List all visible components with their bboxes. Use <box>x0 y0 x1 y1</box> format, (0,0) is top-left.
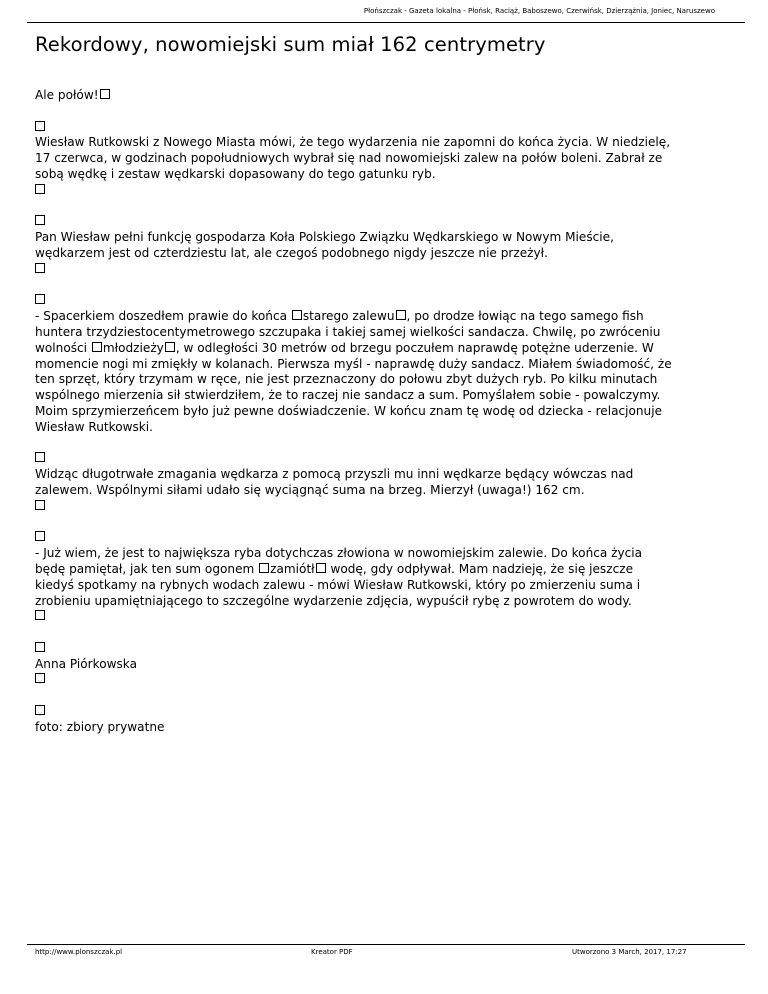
article-paragraph <box>35 88 740 104</box>
site-header: Płońszczak - Gazeta lokalna - Płońsk, Raciąż, Baboszewo, Czerwińsk, Dzierzążnia, Joniec, Naruszewo <box>363 7 715 15</box>
text-segment: młodzieży <box>102 340 164 355</box>
paragraph-line <box>35 404 740 420</box>
paragraph-line <box>35 546 740 562</box>
missing-glyph-icon <box>35 452 45 462</box>
text-segment: zrobieniu upamiętniającego to szczególne wydarzenie zdjęcia, wypuścił rybę z powrotem do wody. <box>35 593 632 608</box>
article-paragraph <box>35 120 740 199</box>
paragraph-line <box>35 420 740 436</box>
paragraph-line <box>35 609 740 625</box>
paragraph-line <box>35 672 740 688</box>
footer-generator: Kreator PDF <box>311 948 353 956</box>
missing-glyph-icon <box>35 610 45 620</box>
paragraph-line <box>35 499 740 515</box>
text-segment: - Spacerkiem doszedłem prawie do końca <box>35 309 291 324</box>
paragraph-line <box>35 704 740 720</box>
missing-glyph-icon <box>35 705 45 715</box>
paragraph-line <box>35 151 740 167</box>
paragraph-line <box>35 167 740 183</box>
text-segment: starego zalewu <box>302 309 395 324</box>
missing-glyph-icon <box>165 342 175 352</box>
paragraph-line <box>35 388 740 404</box>
paragraph-line <box>35 262 740 278</box>
paragraph-line <box>35 309 740 325</box>
text-segment: będę pamiętał, jak ten sum ogonem <box>35 561 259 576</box>
text-segment: kiedyś spotkamy na rybnych wodach zalewu - mówi Wiesław Rutkowski, który po zmierzeniu suma i <box>35 577 641 592</box>
text-segment: huntera trzydziestocentymetrowego szczupaka i takiej samej wielkości sandacza. Chwilę, po zwróceniu <box>35 324 661 339</box>
paragraph-line <box>35 720 740 736</box>
missing-glyph-icon <box>35 215 45 225</box>
missing-glyph-icon <box>35 531 45 541</box>
text-segment: Wiesław Rutkowski. <box>35 419 154 434</box>
article-paragraph <box>35 641 740 688</box>
missing-glyph-icon <box>35 500 45 510</box>
text-segment: Wiesław Rutkowski z Nowego Miasta mówi, że tego wydarzenia nie zapomni do końca życia. W niedzielę, <box>35 135 671 150</box>
paragraph-line <box>35 341 740 357</box>
paragraph-line <box>35 578 740 594</box>
paragraph-line <box>35 483 740 499</box>
article-paragraph <box>35 704 740 736</box>
paragraph-line <box>35 246 740 262</box>
text-segment: Anna Piórkowska <box>35 656 137 671</box>
missing-glyph-icon <box>292 310 302 320</box>
text-segment: zalewem. Wspólnymi siłami udało się wyciągnąć suma na brzeg. Mierzył (uwaga!) 162 cm. <box>35 482 585 497</box>
text-segment: foto: zbiory prywatne <box>35 719 165 734</box>
article-paragraph <box>35 214 740 277</box>
missing-glyph-icon <box>35 121 45 131</box>
text-segment: , w odległości 30 metrów od brzegu poczułem naprawdę potężne uderzenie. W <box>175 340 654 355</box>
paragraph-line <box>35 467 740 483</box>
footer-created-date: Utworzono 3 March, 2017, 17:27 <box>572 948 687 956</box>
header-divider <box>27 22 745 23</box>
missing-glyph-icon <box>100 89 110 99</box>
paragraph-line <box>35 594 740 610</box>
text-segment: 17 czerwca, w godzinach popołudniowych wybrał się nad nowomiejski zalew na połów boleni. Zabrał ze <box>35 151 663 166</box>
text-segment: - Już wiem, że jest to największa ryba dotychczas złowiona w nowomiejskim zalewie. Do końca życia <box>35 546 643 561</box>
missing-glyph-icon <box>35 673 45 683</box>
article-paragraph <box>35 530 740 625</box>
text-segment: Pan Wiesław pełni funkcję gospodarza Koła Polskiego Związku Wędkarskiego w Nowym Mieście, <box>35 230 614 245</box>
paragraph-line <box>35 641 740 657</box>
paragraph-line <box>35 357 740 373</box>
paragraph-line <box>35 214 740 230</box>
paragraph-line <box>35 230 740 246</box>
paragraph-line <box>35 183 740 199</box>
article-title: Rekordowy, nowomiejski sum miał 162 centrymetry <box>35 33 546 56</box>
text-segment: Moim sprzymierzeńcem było już pewne doświadczenie. W końcu znam tę wodę od dziecka - relacjonuje <box>35 403 663 418</box>
missing-glyph-icon <box>35 294 45 304</box>
paragraph-line <box>35 293 740 309</box>
article-paragraph <box>35 293 740 435</box>
article-paragraph <box>35 451 740 514</box>
missing-glyph-icon <box>259 563 269 573</box>
paragraph-line <box>35 657 740 673</box>
paragraph-line <box>35 120 740 136</box>
text-segment: wolności <box>35 340 91 355</box>
missing-glyph-icon <box>35 263 45 273</box>
article-body <box>35 88 740 751</box>
paragraph-line <box>35 88 740 104</box>
paragraph-line <box>35 562 740 578</box>
text-segment: , po drodze łowiąc na tego samego fish <box>406 309 644 324</box>
missing-glyph-icon <box>396 310 406 320</box>
paragraph-line <box>35 325 740 341</box>
footer-divider <box>27 944 745 945</box>
text-segment: zamiótł <box>270 561 315 576</box>
text-segment: Ale połów! <box>35 88 99 102</box>
text-segment: momencie nogi mi zmiękły w kolanach. Pierwsza myśl - naprawdę duży sandacz. Miałem świadomość, że <box>35 356 672 371</box>
text-segment: wodę, gdy odpływał. Mam nadzieję, że się jeszcze <box>326 561 634 576</box>
paragraph-line <box>35 372 740 388</box>
missing-glyph-icon <box>92 342 102 352</box>
text-segment: sobą wędkę i zestaw wędkarski dopasowany do tego gatunku ryb. <box>35 166 436 181</box>
text-segment: wędkarzem jest od czterdziestu lat, ale czegoś podobnego nigdy jeszcze nie przeżył. <box>35 245 548 260</box>
footer-url-link[interactable]: http://www.plonszczak.pl <box>35 948 123 956</box>
text-segment: ten sprzęt, który trzymam w ręce, nie jest przeznaczony do połowu zbyt dużych ryb. Po kilku minutach <box>35 372 658 387</box>
text-segment: wspólnego mierzenia sił stwierdziłem, że to raczej nie sandacz a sum. Pomyślałem sobie - powalczymy. <box>35 388 661 403</box>
missing-glyph-icon <box>35 184 45 194</box>
paragraph-line <box>35 135 740 151</box>
missing-glyph-icon <box>316 563 326 573</box>
paragraph-line <box>35 530 740 546</box>
paragraph-line <box>35 451 740 467</box>
text-segment: Widząc długotrwałe zmagania wędkarza z pomocą przyszli mu inni wędkarze będący wówczas nad <box>35 467 634 482</box>
missing-glyph-icon <box>35 642 45 652</box>
